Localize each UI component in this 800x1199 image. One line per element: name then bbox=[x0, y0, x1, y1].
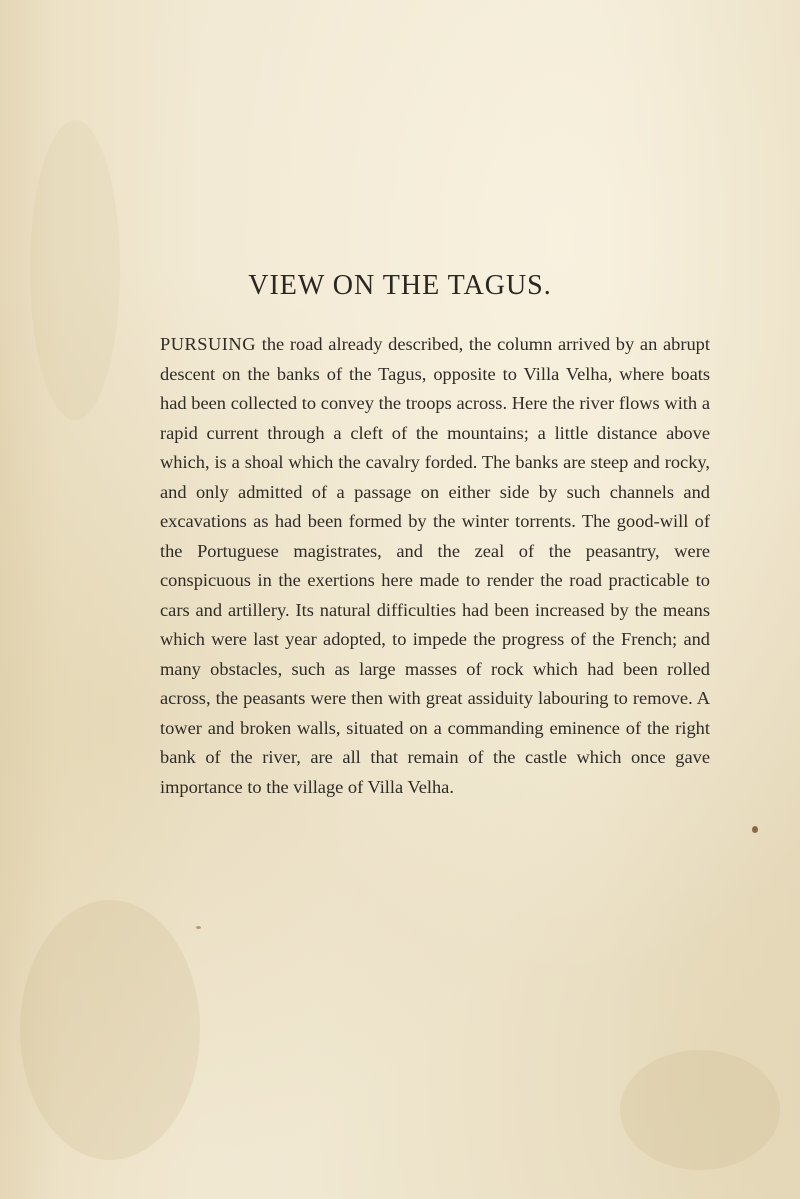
lead-word: PURSUING bbox=[160, 334, 256, 354]
paper-stain bbox=[20, 900, 200, 1160]
page-title: VIEW ON THE TAGUS. bbox=[248, 270, 552, 301]
paper-stain bbox=[620, 1050, 780, 1170]
ink-spot bbox=[752, 826, 758, 833]
ink-spot bbox=[196, 926, 201, 929]
paragraph-text: the road already described, the column arrived by an abrupt descent on the banks of the Tagus, opposite to Villa Velha, where boats had been collected to convey the troops across. Here the river flows with a rapid current through a cleft of the mountains; a little distance above which, is a shoal which the cavalry forded. The banks are steep and rocky, and only admitted of a passage on either side by such channels and excavations as had been formed by the winter torrents. The good-will of the Portuguese magistrates, and the zeal of the peasantry, were conspicuous in the exertions here made to render the road practicable to cars and artillery. Its natural difficulties had been increased by the means which were last year adopted, to impede the progress of the French; and many obstacles, such as large masses of rock which had been rolled across, the peasants were then with great assiduity labouring to remove. A tower and broken walls, situated on a commanding eminence of the right bank of the river, are all that remain of the castle which once gave importance to the village of Villa Velha. bbox=[160, 334, 710, 797]
body-paragraph bbox=[160, 330, 710, 802]
